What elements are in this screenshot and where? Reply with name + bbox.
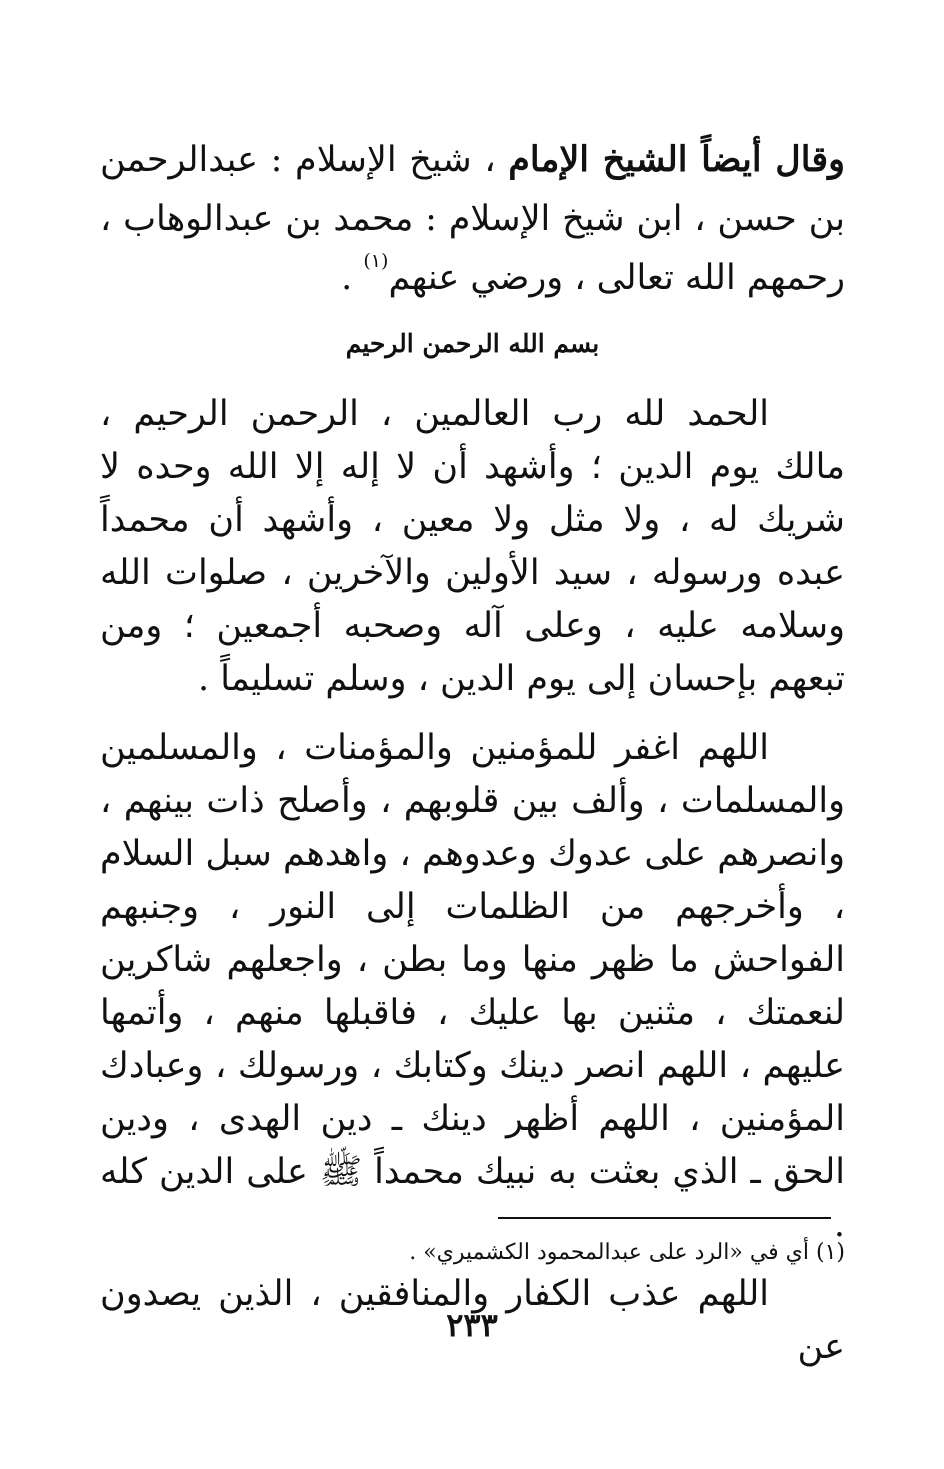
paragraph-praise: الحمد لله رب العالمين ، الرحمن الرحيم ، مالك يوم الدين ؛ وأشهد أن لا إله إلا الله وحده لا شريك له ، ولا مثل ولا معين ، وأشهد أن محمداً عبده ورسوله ، سيد الأولين والآخرين ، صلوات الله وسلامه عليه ، وعلى آله وصحبه أجمعين ؛ ومن تبعهم بإحسان إلى يوم الدين ، وسلم تسليماً . xyxy=(100,394,845,699)
intro-lead: وقال أيضاً الشيخ الإمام xyxy=(508,139,846,180)
page-number: ٢٣٣ xyxy=(446,1306,498,1344)
paragraph-supplication: اللهم اغفر للمؤمنين والمؤمنات ، والمسلمين والمسلمات ، وألف بين قلوبهم ، وأصلح ذات بينهم ، وانصرهم على عدوك وعدوهم ، واهدهم سبل السلام ، وأخرجهم من الظلمات إلى النور ، وجنبهم الفواحش ما ظهر منها وما بطن ، واجعلهم شاكرين لنعمتك ، مثنين بها عليك ، فاقبلها منهم ، وأتمها عليهم ، اللهم انصر دينك وكتابك ، ورسولك ، وعبادك المؤمنين ، اللهم أظهر دينك ـ دين الهدى ، ودين الحق ـ الذي بعثت به نبيك محمداً ﷺ على الدين كله . xyxy=(100,728,845,1245)
intro-end: . xyxy=(341,258,364,298)
intro-text: ، شيخ الإسلام : عبدالرحمن بن حسن ، ابن شيخ الإسلام : محمد بن عبدالوهاب ، رحمهم الله تعالى ، ورضي عنهم xyxy=(100,140,845,298)
footnote-marker: (١) xyxy=(363,250,389,272)
footnote: (١) أي في «الرد على عبدالمحمود الكشميري» . xyxy=(409,1240,845,1265)
intro-paragraph xyxy=(100,130,845,308)
basmala-heading: بسم الله الرحمن الرحيم xyxy=(345,329,600,358)
footnote-divider xyxy=(498,1217,831,1219)
paragraph-closing: اللهم عذب الكفار والمنافقين ، الذين يصدون عن xyxy=(100,1274,845,1367)
page-body xyxy=(100,130,845,1374)
